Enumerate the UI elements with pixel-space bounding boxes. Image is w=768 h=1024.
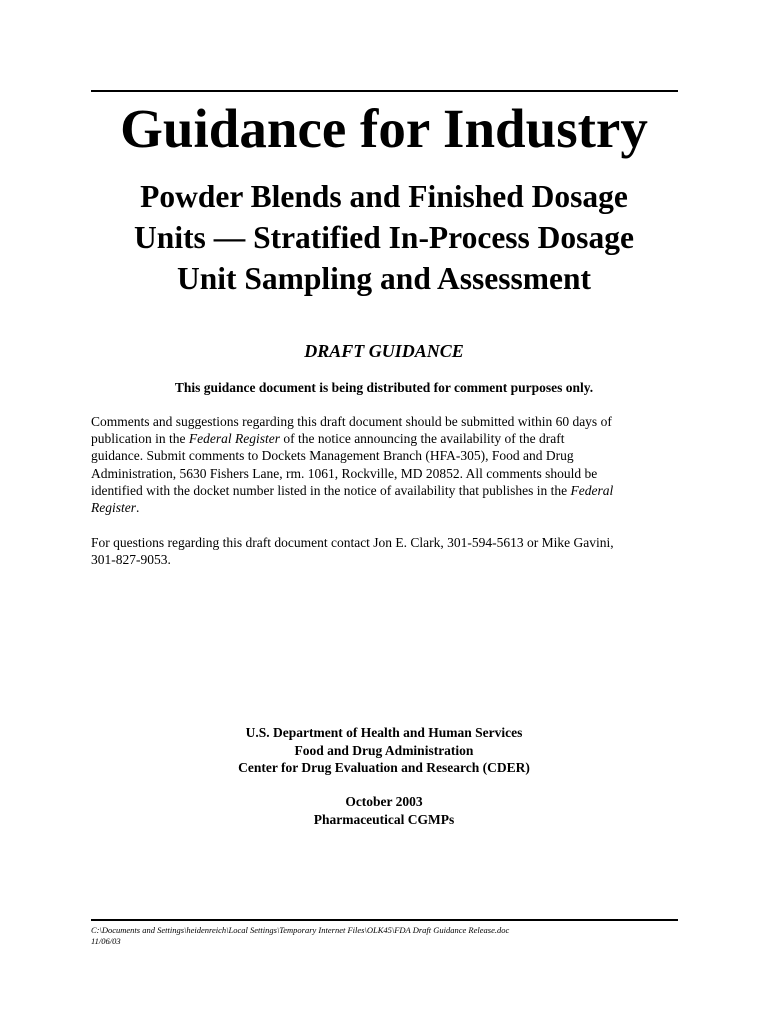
document-subtitle [70,176,698,299]
subtitle-line-3: Unit Sampling and Assessment [177,261,591,296]
contact-line-2: 301-827-9053. [91,552,171,568]
document-category: Pharmaceutical CGMPs [313,811,455,827]
comments-line-2-text-end: of the notice announcing the availability of the draft [279,431,565,447]
comments-line-5 [91,482,677,499]
contact-paragraph [91,534,677,568]
federal-register-italic: Federal Register [188,431,280,447]
top-rule [91,90,678,92]
subtitle-line-1: Powder Blends and Finished Dosage [140,179,628,214]
contact-line-1: For questions regarding this draft document contact Jon E. Clark, 301-594-5613 or Mike Gavini, [91,535,614,550]
comments-line-2-text: publication in the [91,431,189,447]
agency-block [0,724,768,777]
comments-line-1: Comments and suggestions regarding this draft document should be submitted within 60 days of [91,414,612,429]
comments-line-6 [91,499,677,516]
draft-guidance-label: DRAFT GUIDANCE [304,341,464,361]
document-title: Guidance for Industry [120,98,648,159]
footer-date: 11/06/03 [91,936,121,946]
comments-line-5-text: identified with the docket number listed in the notice of availability that publishes in the [91,482,571,498]
date-block [0,793,768,828]
comments-line-6-end: . [136,500,140,516]
comments-line-2 [91,430,677,447]
distribution-note: This guidance document is being distributed for comment purposes only. [174,380,594,395]
register-italic: Register [91,500,136,516]
center-name: Center for Drug Evaluation and Research (CDER) [238,760,530,775]
department-name: U.S. Department of Health and Human Services [245,725,523,740]
federal-italic: Federal [570,482,614,498]
comments-paragraph [91,413,677,516]
comments-line-3: guidance. Submit comments to Dockets Management Branch (HFA-305), Food and Drug [91,448,574,464]
footer-file-path: C:\Documents and Settings\heidenreich\Local Settings\Temporary Internet Files\OLK45\FDA Draft Guidance Release.doc [91,925,510,935]
footer-rule [91,919,678,921]
publication-date: October 2003 [345,794,423,809]
comments-line-4: Administration, 5630 Fishers Lane, rm. 1061, Rockville, MD 20852. All comments should be [91,465,598,481]
administration-name: Food and Drug Administration [294,742,474,758]
document-footer [91,925,691,947]
subtitle-line-2: Units — Stratified In-Process Dosage [134,220,634,255]
